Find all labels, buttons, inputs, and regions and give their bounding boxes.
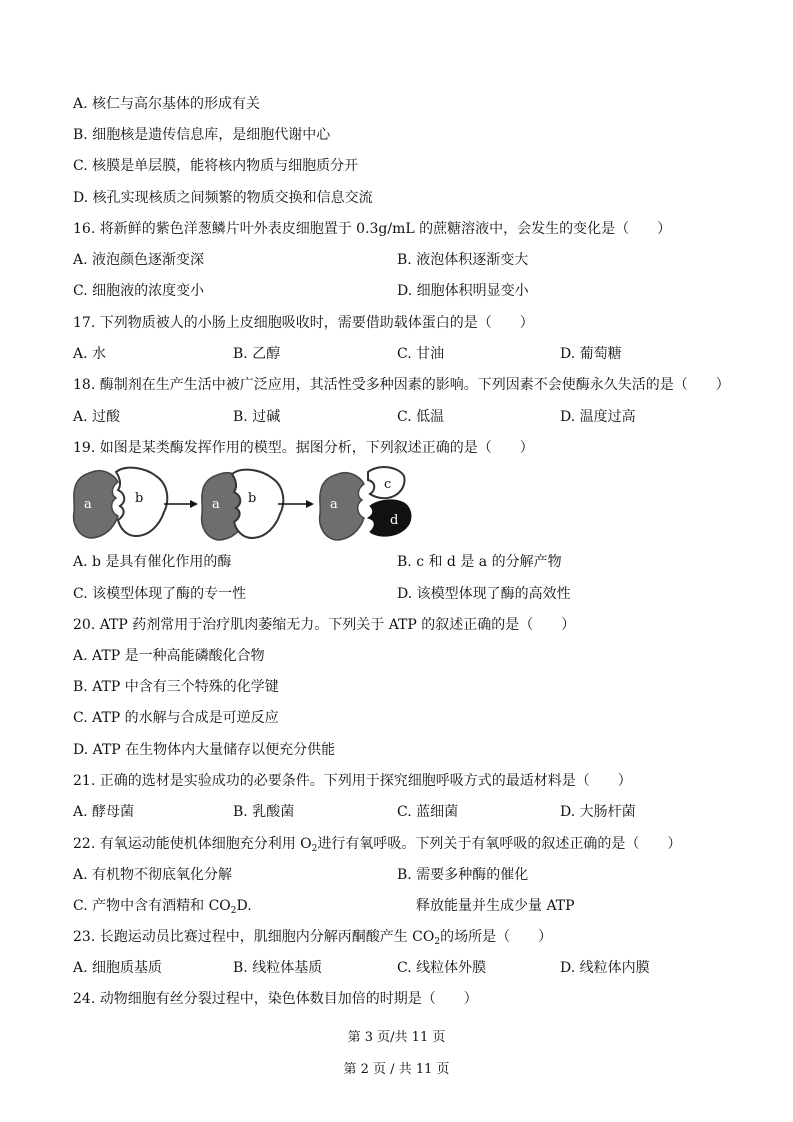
q23-option-a: A. 细胞质基质	[73, 960, 163, 976]
q23-option-c: C. 线粒体外膜	[397, 960, 487, 976]
q20-option-c: C. ATP 的水解与合成是可逆反应	[73, 710, 279, 726]
q20-option-d: D. ATP 在生物体内大量储存以便充分供能	[73, 742, 336, 758]
q22-option-d: 释放能量并生成少量 ATP	[416, 898, 575, 914]
q22-option-c-sub: 2	[230, 906, 237, 916]
q21-stem: 21. 正确的选材是实验成功的必要条件。下列用于探究细胞呼吸方式的最适材料是（ ）	[73, 773, 632, 789]
q21-option-b: B. 乳酸菌	[233, 804, 295, 820]
arrow-1	[164, 500, 198, 508]
q16-option-a: A. 液泡颜色逐渐变深	[73, 252, 205, 268]
q16-option-d: D. 细胞体积明显变小	[397, 283, 529, 299]
q22-option-c	[73, 897, 252, 920]
q19-stem: 19. 如图是某类酶发挥作用的模型。据图分析，下列叙述正确的是（ ）	[73, 440, 534, 456]
q21-option-c: C. 蓝细菌	[397, 804, 459, 820]
q17-stem: 17. 下列物质被人的小肠上皮细胞吸收时，需要借助载体蛋白的是（ ）	[73, 315, 534, 331]
q17-option-c: C. 甘油	[397, 346, 445, 362]
label-b-1: b	[135, 491, 144, 506]
q17-option-d: D. 葡萄糖	[560, 346, 622, 362]
q21-option-a: A. 酵母菌	[73, 804, 135, 820]
q23-stem-post: 的场所是（ ）	[440, 929, 553, 945]
q23-option-b: B. 线粒体基质	[233, 960, 323, 976]
enzyme-model-figure	[72, 466, 417, 542]
page-number-outer: 第 2 页 / 共 11 页	[343, 1062, 450, 1077]
q15-option-c: C. 核膜是单层膜，能将核内物质与细胞质分开	[73, 158, 359, 174]
q16-option-b: B. 液泡体积逐渐变大	[397, 252, 529, 268]
q22-stem-post: 进行有氧呼吸。下列关于有氧呼吸的叙述正确的是（ ）	[317, 836, 682, 852]
q20-stem: 20. ATP 药剂常用于治疗肌肉萎缩无力。下列关于 ATP 的叙述正确的是（ ）	[73, 617, 576, 633]
q22-option-b: B. 需要多种酶的催化	[397, 867, 529, 883]
label-b-2: b	[248, 491, 257, 506]
label-a-1: a	[84, 497, 92, 512]
substrate-b-shape	[232, 470, 283, 538]
q16-option-c: C. 细胞液的浓度变小	[73, 283, 205, 299]
stage-1-enzyme-substrate	[74, 468, 168, 538]
q23-stem	[73, 928, 552, 951]
q20-option-b: B. ATP 中含有三个特殊的化学键	[73, 679, 279, 695]
q15-option-a: A. 核仁与高尔基体的形成有关	[73, 96, 261, 112]
q17-option-a: A. 水	[73, 346, 107, 362]
q24-stem: 24. 动物细胞有丝分裂过程中，染色体数目加倍的时期是（ ）	[73, 991, 478, 1007]
enzyme-a-shape	[74, 471, 118, 538]
q22-stem-sub: 2	[311, 844, 318, 854]
q19-option-a: A. b 是具有催化作用的酶	[73, 554, 232, 570]
stage-2-complex	[202, 470, 284, 540]
q22-option-c-post: D.	[236, 898, 252, 914]
q19-option-c: C. 该模型体现了酶的专一性	[73, 586, 247, 602]
stage-3-products	[320, 467, 411, 540]
label-a-2: a	[212, 497, 220, 512]
q18-option-c: C. 低温	[397, 409, 445, 425]
label-d: d	[390, 513, 399, 528]
q22-option-a: A. 有机物不彻底氧化分解	[73, 867, 233, 883]
q20-option-a: A. ATP 是一种高能磷酸化合物	[73, 648, 265, 664]
q15-option-d: D. 核孔实现核质之间频繁的物质交换和信息交流	[73, 190, 373, 206]
q16-stem: 16. 将新鲜的紫色洋葱鳞片叶外表皮细胞置于 0.3g/mL 的蔗糖溶液中，会发生的变化是（ ）	[73, 221, 672, 237]
q18-option-b: B. 过碱	[233, 409, 281, 425]
q23-option-d: D. 线粒体内膜	[560, 960, 650, 976]
q23-stem-sub: 2	[434, 937, 441, 947]
enzyme-a-shape	[320, 473, 364, 540]
q22-option-c-pre: C. 产物中含有酒精和 CO	[73, 898, 231, 914]
q18-stem: 18. 酶制剂在生产生活中被广泛应用，其活性受多种因素的影响。下列因素不会使酶永久失活的是（ ）	[73, 377, 730, 393]
q21-option-d: D. 大肠杆菌	[560, 804, 636, 820]
q17-option-b: B. 乙醇	[233, 346, 281, 362]
q18-option-a: A. 过酸	[73, 409, 121, 425]
q19-option-b: B. c 和 d 是 a 的分解产物	[397, 554, 562, 570]
label-c: c	[384, 477, 392, 492]
page-number-inner: 第 3 页/共 11 页	[347, 1030, 446, 1045]
q15-option-b: B. 细胞核是遗传信息库，是细胞代谢中心	[73, 127, 331, 143]
q19-option-d: D. 该模型体现了酶的高效性	[397, 586, 571, 602]
q23-stem-pre: 23. 长跑运动员比赛过程中，肌细胞内分解丙酮酸产生 CO	[73, 929, 435, 945]
q18-option-d: D. 温度过高	[560, 409, 636, 425]
q22-stem	[73, 835, 681, 858]
label-a-3: a	[330, 497, 338, 512]
q22-stem-pre: 22. 有氧运动能使机体细胞充分利用 O	[73, 836, 312, 852]
